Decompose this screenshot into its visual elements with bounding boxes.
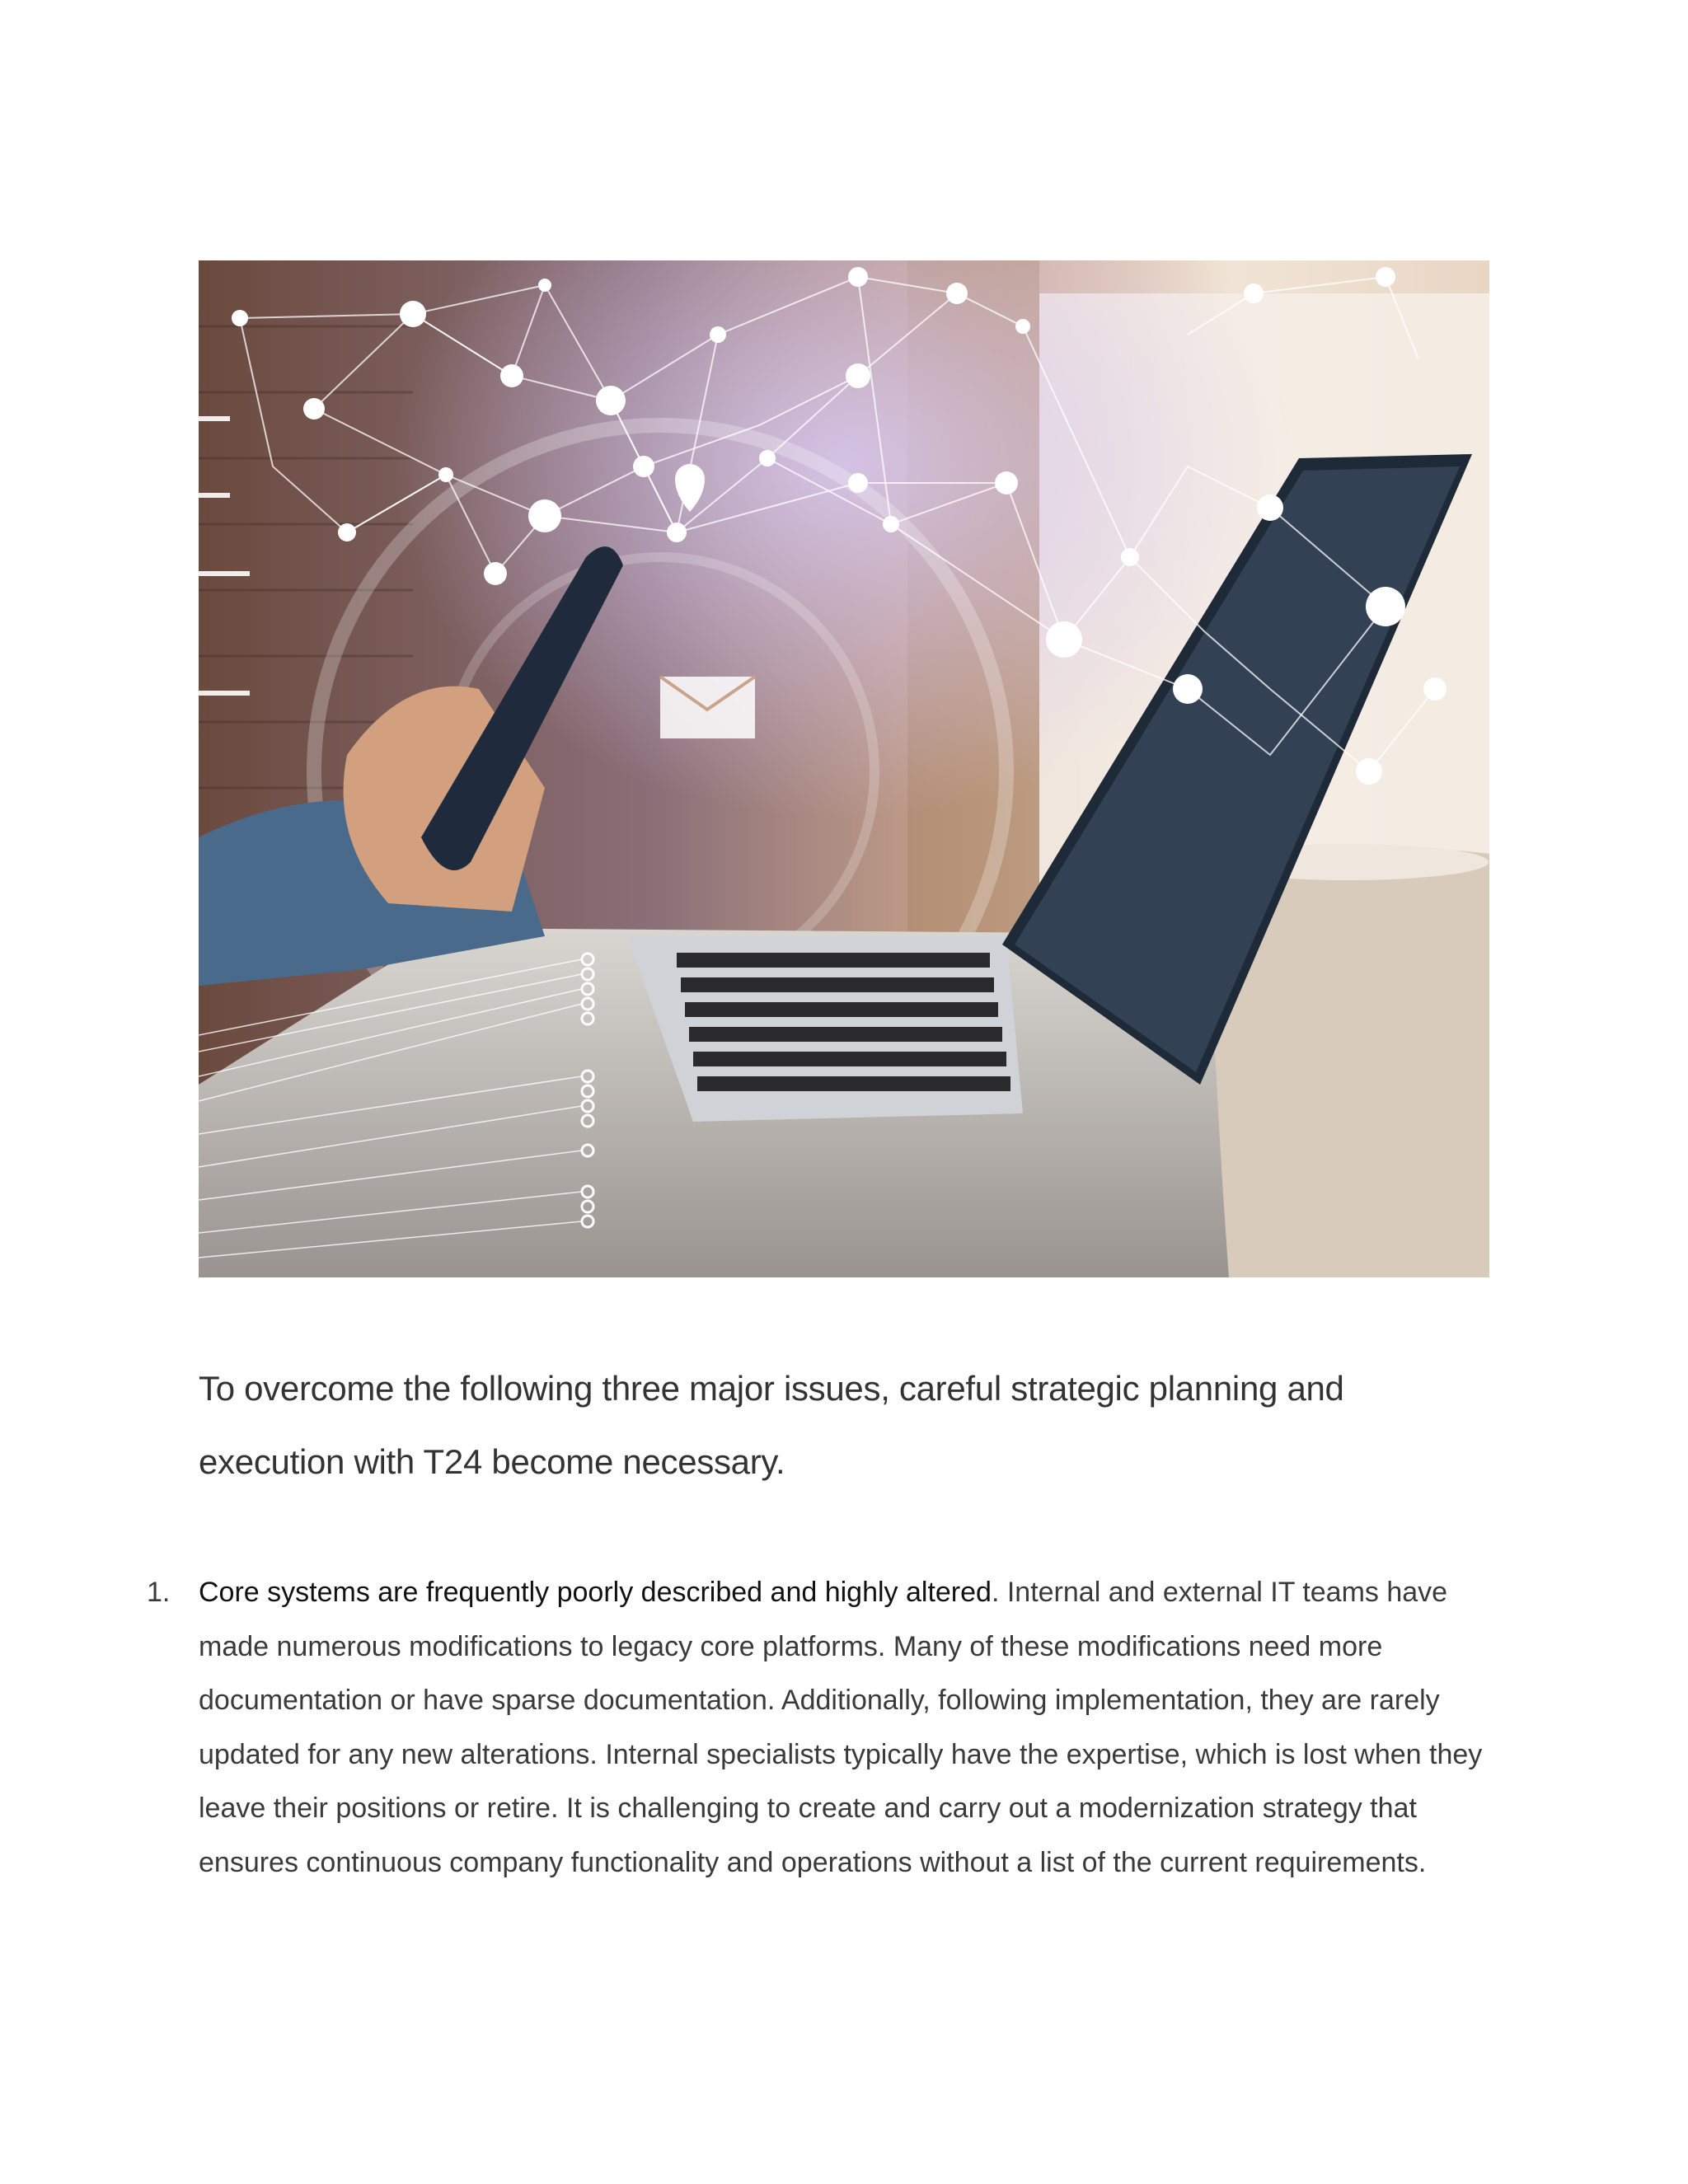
issues-list xyxy=(147,1566,1498,1890)
list-marker: 1. xyxy=(147,1577,171,1608)
hero-image xyxy=(199,260,1489,1277)
list-item xyxy=(147,1566,1498,1890)
section-heading: To overcome the following three major issues, careful strategic planning and execution with T24 become necessary. xyxy=(199,1369,1344,1481)
network-photo-illustration xyxy=(199,260,1489,1277)
list-item-lead: Core systems are frequently poorly described and highly altered xyxy=(199,1577,992,1608)
list-item-body: . Internal and external IT teams have made numerous modifications to legacy core platforms. Many of these modifications need more documentation or have sparse documentation. Additionally, following implementation, they are rarely updated for any new alterations. Internal specialists typically have the expertise, which is lost when they leave their positions or retire. It is challenging to create and carry out a modernization strategy that ensures continuous company functionality and operations without a list of the current requirements. xyxy=(199,1577,1483,1878)
envelope-icon xyxy=(660,677,755,738)
